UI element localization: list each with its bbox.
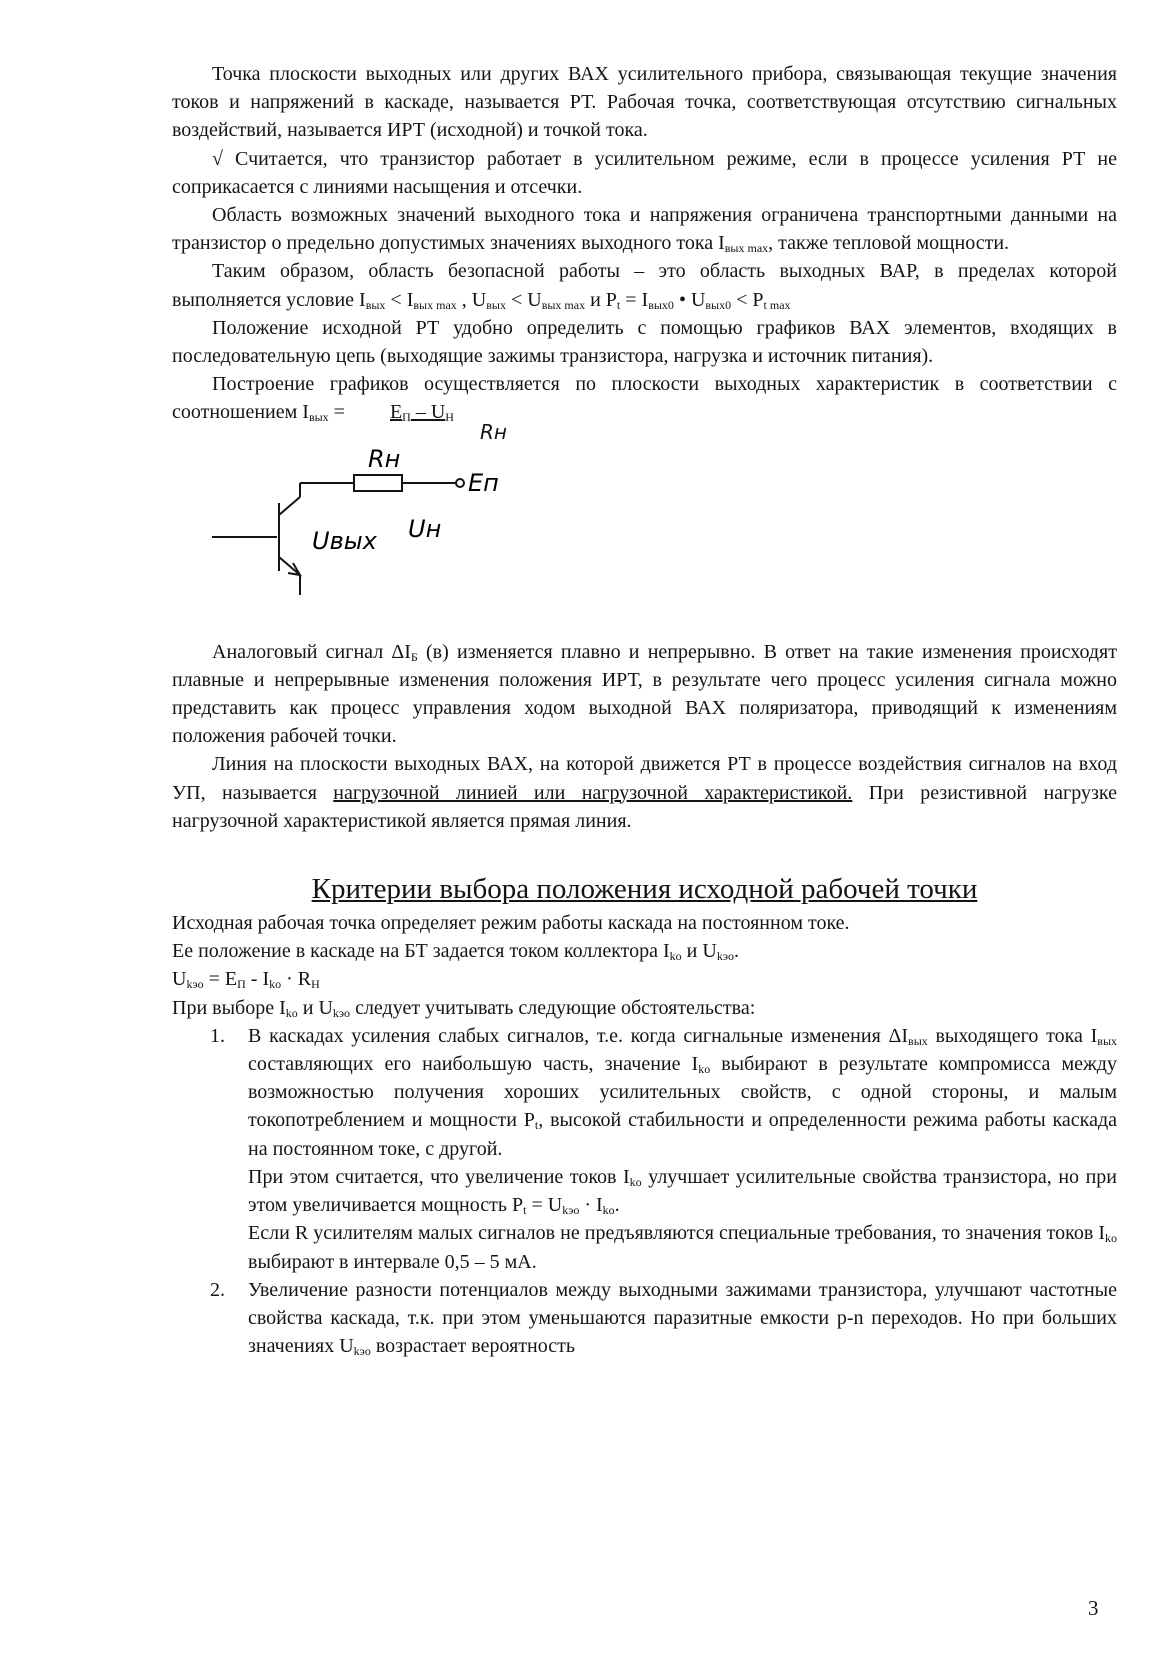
label-rn: Rн xyxy=(368,444,401,473)
supply-terminal xyxy=(456,479,464,487)
load-line-term: нагрузочной линией или нагрузочной характеристикой. xyxy=(333,781,853,804)
paragraph-allowed-region: Область возможных значений выходного тока и напряжения ограничена транспортными данными на транзистор о предельно допустимых значениях выходного тока $I_{вых max}$, также тепловой мощности. xyxy=(172,204,1117,256)
page-number: 3 xyxy=(1088,1596,1099,1620)
section-line-4: При выборе $I_{ko}$ и $U_{kэо}$ следует учитывать следующие обстоятельства: xyxy=(172,996,756,1020)
formula-numerator: $E_П - U_Н$ xyxy=(389,401,454,425)
list-number: 1. xyxy=(210,1024,225,1047)
list-item xyxy=(210,1276,1117,1361)
label-uvyh: Uвых xyxy=(312,526,377,555)
paragraph-safe-area: Таким образом, область безопасной работы – это область выходных ВАР, в пределах которой выполняется условие $I_{вых} < I_{вых max}$ , $U_{вых} < U_{вых max}$ и $P_t = I_{вых0}$ • $U_{вых0} < P_{t max}$ xyxy=(172,260,1117,312)
paragraph-graph-construction: Построение графиков осуществляется по плоскости выходных характеристик в соответствии с соотношением $I_{вых} = E_П - U_Н$ Rн xyxy=(172,370,1117,426)
paragraph-position-method: Положение исходной РТ удобно определить с помощью графиков ВАХ элементов, входящих в последовательную цепь (выходящие зажимы транзистора, нагрузка и источник питания). xyxy=(172,316,1117,368)
section-line-1: Исходная рабочая точка определяет режим работы каскада на постоянном токе. xyxy=(172,912,850,935)
list-number: 2. xyxy=(210,1278,225,1301)
label-un: Uн xyxy=(408,514,442,543)
formula-fraction xyxy=(350,398,507,445)
collector-lead xyxy=(279,497,300,515)
list-item-text: В каскадах усиления слабых сигналов, т.е. когда сигнальные изменения $\Delta I_{вых}$ выходящего тока $I_{вых}$ составляющих его наибольшую часть, значение $I_{ko}$ выбирают в результате компромисса между возможностью получения хороших усилительных свойств, с одной стороны, и малым токопотреблением и мощности $P_t$, высокой стабильности и определенности режима работы каскада на постоянном токе, с другой. xyxy=(248,1024,1118,1160)
list-item-text: При этом считается, что увеличение токов $I_{ko}$ улучшает усилительные свойства транзистора, но при этом увеличивается мощность $P_t = U_{kэо} \cdot I_{ko}$. xyxy=(248,1165,1117,1218)
circuit-drawing xyxy=(172,433,592,638)
paragraph-load-line: Линия на плоскости выходных ВАХ, на которой движется РТ в процессе воздействия сигналов на вход УП, называется нагрузочной линией или нагрузочной характеристикой. При резистивной нагрузке нагрузочной характеристикой является прямая линия. xyxy=(172,753,1117,832)
resistor-symbol xyxy=(354,475,402,491)
section-line-2: Ее положение в каскаде на БТ задается током коллектора $I_{ko}$ и $U_{kэо}$. xyxy=(172,940,739,964)
paragraph-amplifier-mode: √ Считается, что транзистор работает в усилительном режиме, если в процессе усиления РТ не соприкасается с линиями насыщения и отсечки. xyxy=(172,147,1117,198)
formula-denominator: Rн xyxy=(479,420,507,445)
document-page xyxy=(172,60,1117,1360)
label-en: Eп xyxy=(468,468,499,497)
criteria-list xyxy=(210,1022,1117,1360)
list-item-text: Увеличение разности потенциалов между выходными зажимами транзистора, улучшают частотные свойства каскада, т.к. при этом уменьшаются паразитные емкости p-n переходов. Но при больших значениях $U_{kэо}$ возрастает вероятность xyxy=(248,1278,1117,1359)
section-heading: Критерии выбора положения исходной рабочей точки xyxy=(311,873,978,906)
list-item-text: Если R усилителям малых сигналов не предъявляются специальные требования, то значения токов $I_{ko}$ выбирают в интервале 0,5 – 5 мА. xyxy=(248,1222,1117,1273)
formula-ukeo: $U_{kэо} = E_П - I_{ko} \cdot R_Н$ xyxy=(172,968,320,992)
circuit-diagram xyxy=(172,433,1117,638)
paragraph-operating-point: Точка плоскости выходных или других ВАХ усилительного прибора, связывающая текущие значения токов и напряжений в каскаде, называется РТ. Рабочая точка, соответствующая отсутствию сигнальных воздействий, называется ИРТ (исходной) и точкой тока. xyxy=(172,63,1117,142)
paragraph-analog-signal: Аналоговый сигнал $\Delta I_Б$ (в) изменяется плавно и непрерывно. В ответ на такие изменения происходят плавные и непрерывные изменения положения ИРТ, в результате чего процесс усиления сигнала можно представить как процесс управления ходом выходной ВАХ поляризатора, приводящий к изменениям положения рабочей точки. xyxy=(172,640,1117,748)
list-item xyxy=(210,1022,1117,1276)
